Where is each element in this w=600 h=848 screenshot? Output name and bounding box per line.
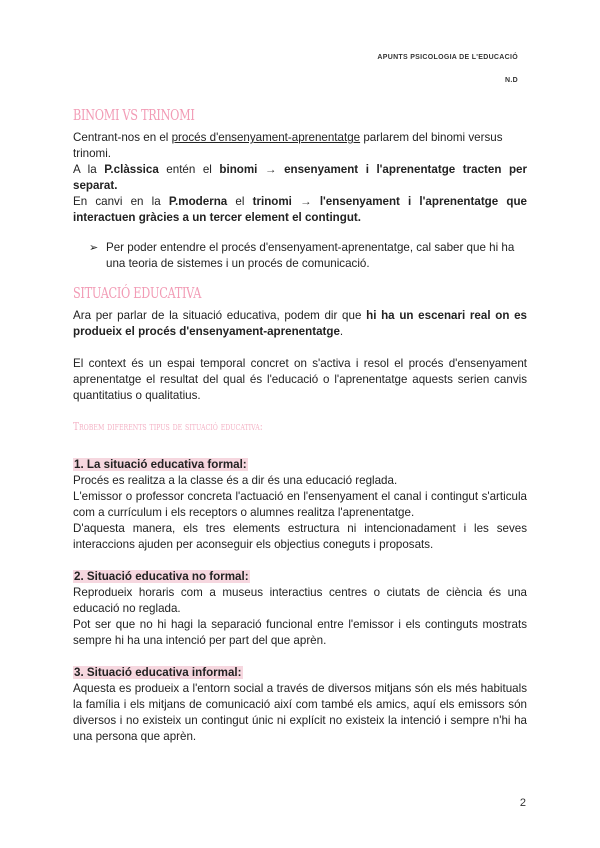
header-title: APUNTS PSICOLOGIA DE L'EDUCACIÓ — [377, 54, 518, 61]
text: el — [227, 195, 253, 208]
text: . — [339, 325, 344, 338]
item-line: L'emissor o professor concreta l'actuació en l'ensenyament el canal i contingut s'articula com a currículum i els receptors o alumnes realitza l'aprenentatge. — [73, 490, 527, 519]
text: entén el — [158, 163, 220, 176]
paragraph-moderna — [73, 194, 527, 226]
item-informal — [73, 665, 527, 745]
item-line: Procés es realitza a la classe és a dir és una educació reglada. — [73, 474, 398, 487]
bold-term: P.clàssica — [104, 163, 159, 176]
text: Centrant-nos en el — [73, 131, 172, 144]
text: Ara per parlar de la situació educativa, podem dir que — [73, 309, 367, 322]
arrow-bullet-icon: ➢ — [89, 242, 99, 254]
bullet-item — [89, 240, 527, 272]
page-number: 2 — [519, 797, 526, 809]
subheading-tipus: Trobem diferents tipus de situació educativa: — [73, 419, 263, 433]
item-title: 2. Situació educativa no formal: — [74, 570, 249, 583]
arrow: → — [291, 195, 320, 208]
page-header — [377, 46, 518, 92]
text: parlarem del binomi versus trinomi. — [73, 131, 503, 160]
underlined-term: procés d'ensenyament-aprenentatge — [171, 131, 361, 144]
item-title: 3. Situació educativa informal: — [74, 666, 242, 679]
bold-term: binomi — [219, 163, 258, 176]
text: En canvi en la — [73, 195, 169, 208]
paragraph-context: El context és un espai temporal concret on s'activa i resol el procés d'ensenyament aprenentatge el resultat del qual és l'educació o l'aprenentatge aquests serien canvis quantitatius o qualitatius. — [73, 357, 527, 402]
section-heading-binomi: BINOMI VS TRINOMI — [73, 108, 195, 124]
arrow: → — [257, 163, 285, 176]
item-line: D'aquesta manera, els tres elements estructura ni intencionadament i les seves interaccions ajuden per aconseguir els objectius coneguts i proposats. — [73, 522, 527, 551]
paragraph-intro — [73, 130, 527, 162]
bold-term: trinomi — [252, 195, 292, 208]
item-formal — [73, 457, 527, 553]
header-author: N.D — [505, 77, 518, 84]
paragraph-situacio — [73, 308, 527, 340]
item-line: Pot ser que no hi hagi la separació funcional entre l'emissor i els continguts mostrats sempre hi ha una intenció per part del que aprèn. — [73, 618, 527, 647]
page-content — [73, 108, 527, 745]
bold-term: ensenyament i l'aprenentatge tracten per separat. — [73, 163, 527, 192]
paragraph-classica — [73, 162, 527, 194]
section-heading-situacio: SITUACIÓ EDUCATIVA — [73, 286, 202, 302]
item-no-formal — [73, 569, 527, 649]
item-line: Aquesta es produeix a l'entorn social a través de diversos mitjans són els més habituals la família i els mitjans de comunicació així com també els amics, aquí els emissors són diversos i no existeix un contingut únic ni explícit no existeix la intenció i sempre n'hi ha una persona que aprèn. — [73, 682, 527, 743]
item-line: Reprodueix horaris com a museus interactius centres o ciutats de ciència és una educació no reglada. — [73, 586, 527, 615]
bullet-text: Per poder entendre el procés d'ensenyament-aprenentatge, cal saber que hi ha una teoria de sistemes i un procés de comunicació. — [106, 241, 515, 270]
bold-term: l'ensenyament i l'aprenentatge que interactuen gràcies a un tercer element el contingut. — [73, 195, 527, 224]
bold-term: P.moderna — [168, 195, 228, 208]
bold-term: hi ha un escenari real on es produeix el procés d'ensenyament-aprenentatge — [73, 309, 527, 338]
text: A la — [73, 163, 105, 176]
item-title: 1. La situació educativa formal: — [74, 458, 247, 471]
